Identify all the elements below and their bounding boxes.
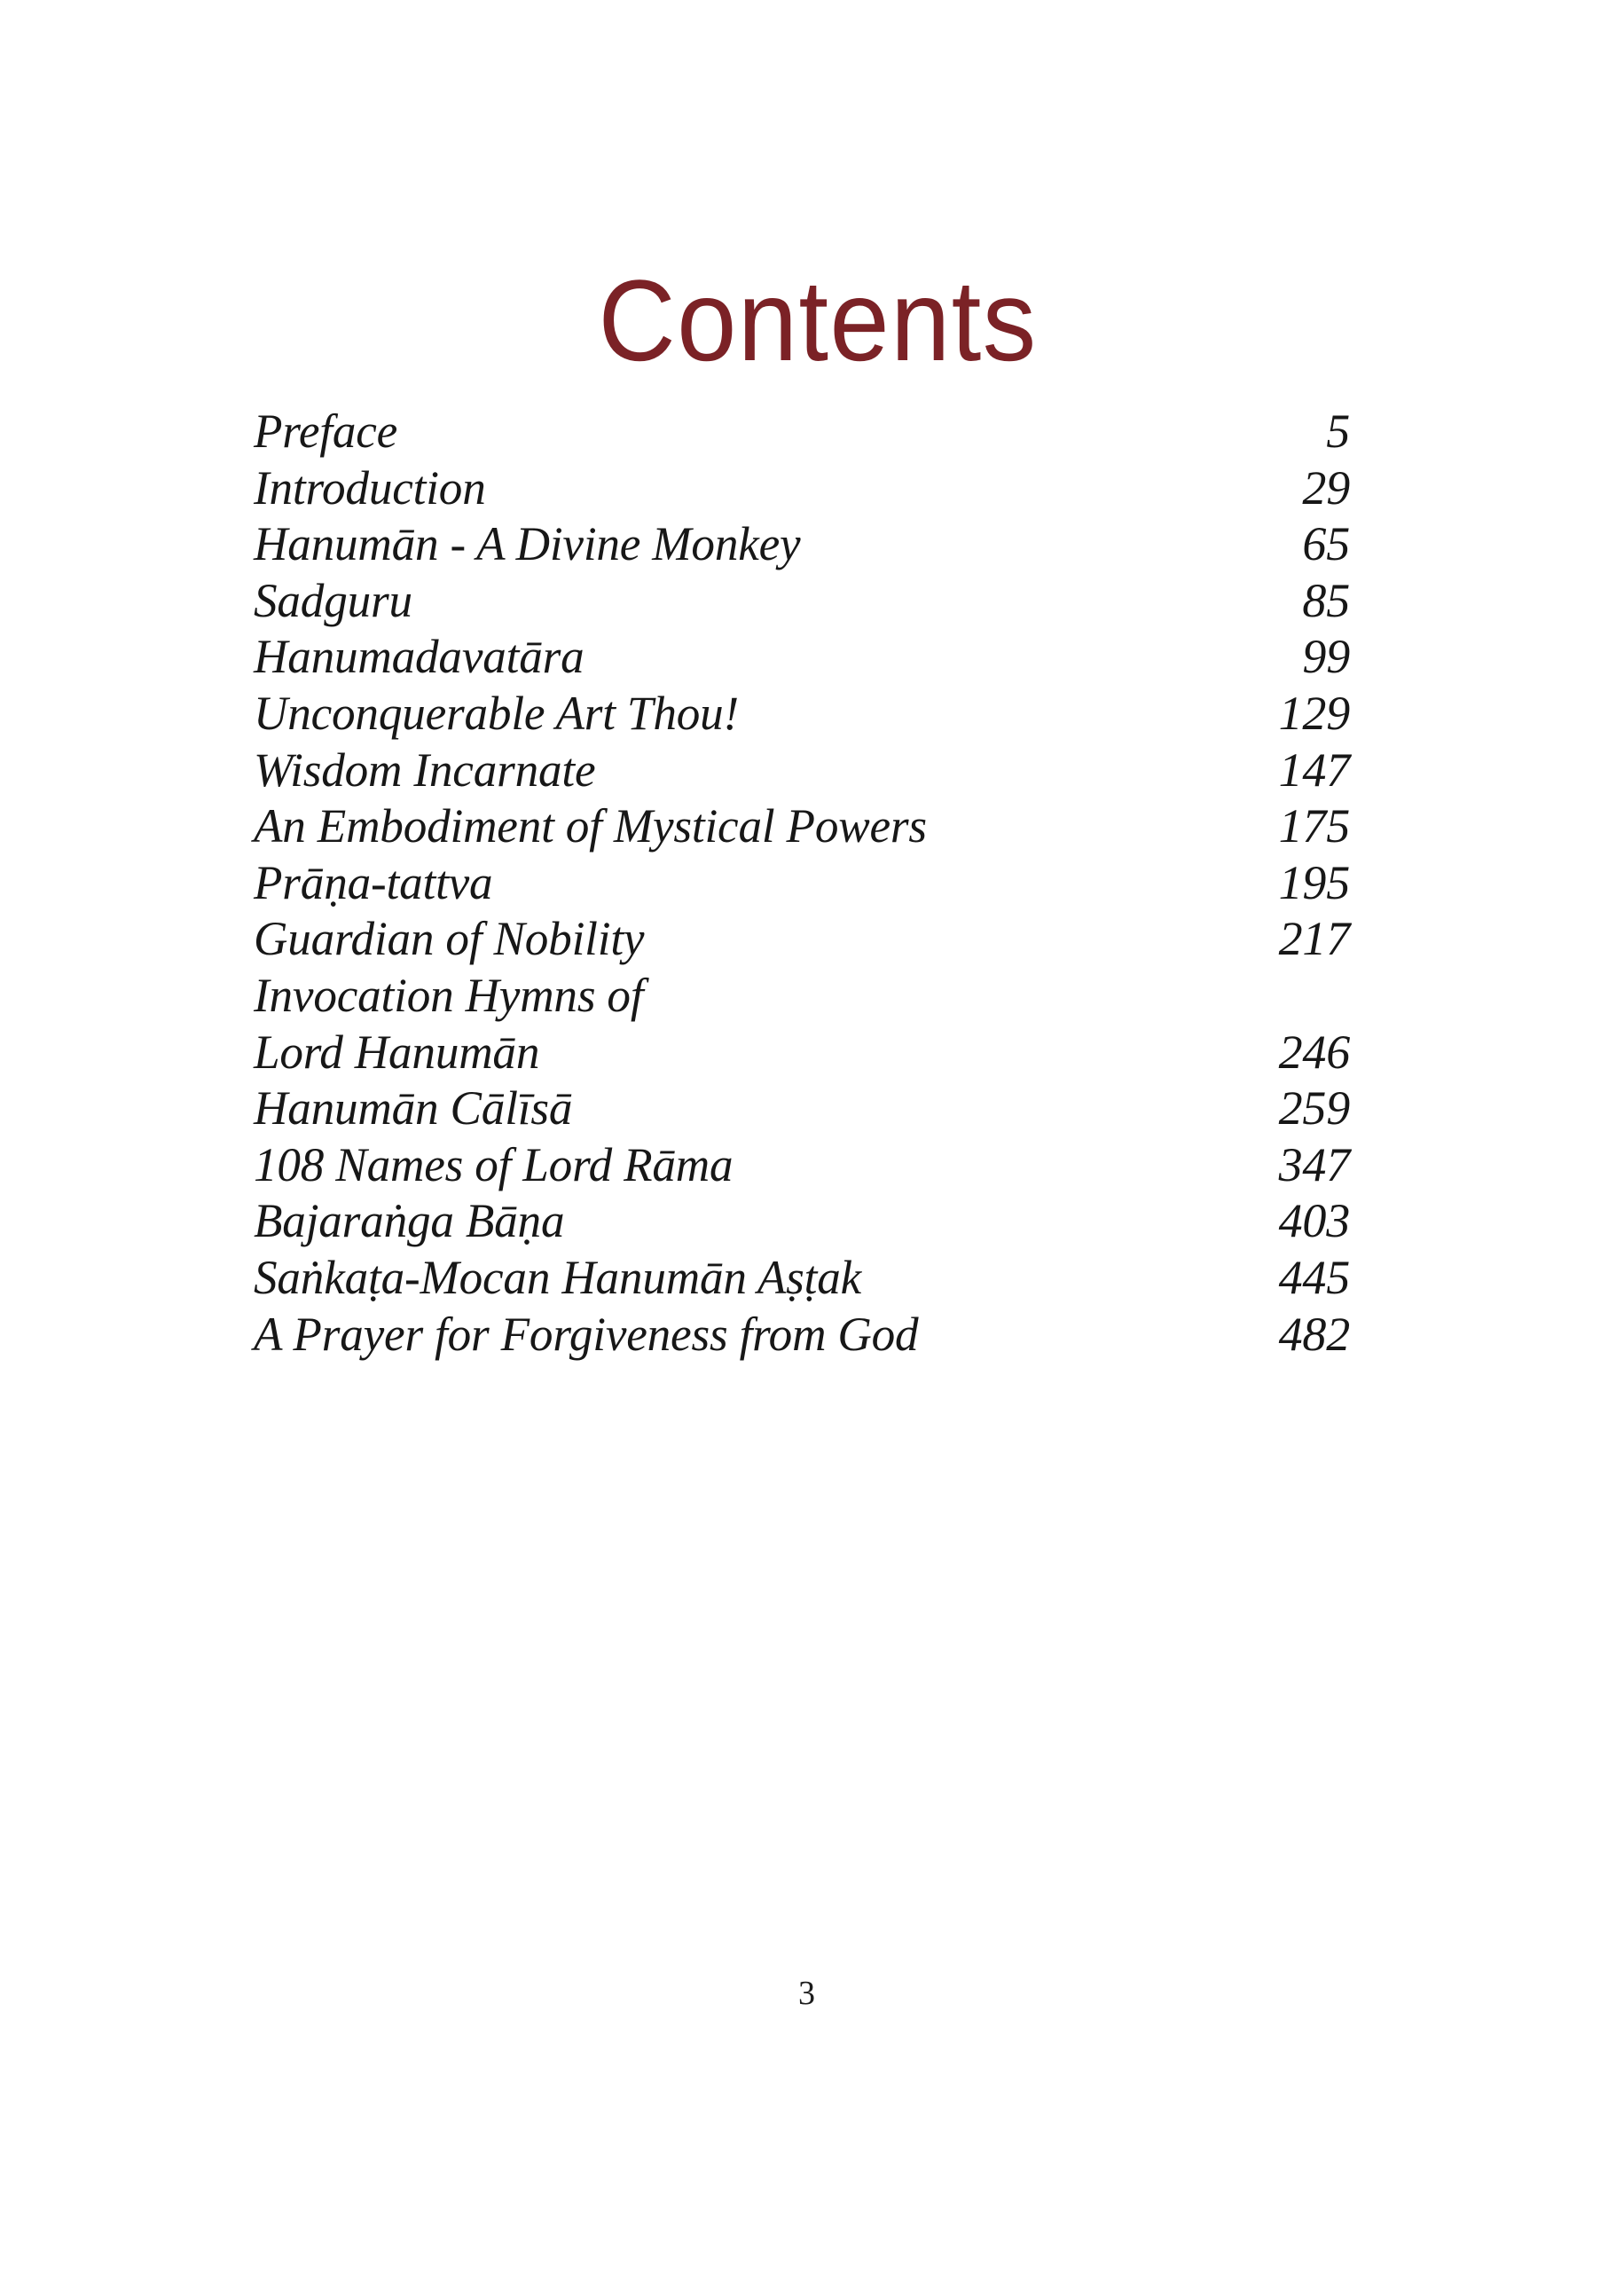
toc-entry[interactable]: [254, 516, 1350, 573]
toc-entry[interactable]: [254, 968, 1350, 1025]
toc-entry-title: Bajaraṅga Bāṇa: [254, 1194, 565, 1248]
toc-entry[interactable]: [254, 1193, 1350, 1250]
toc-entry-page-number: 147: [1278, 743, 1350, 797]
toc-entry-page-number: 99: [1302, 630, 1350, 684]
toc-entry[interactable]: [254, 743, 1350, 799]
toc-entry[interactable]: [254, 1307, 1350, 1363]
toc-entry-title: Unconquerable Art Thou!: [254, 686, 740, 740]
toc-entry-page-number: 217: [1278, 912, 1350, 966]
toc-entry-page-number: 129: [1278, 686, 1350, 740]
toc-entry-title: Introduction: [254, 460, 486, 515]
toc-entry-title: Hanumadavatāra: [254, 630, 584, 684]
toc-entry-title: Saṅkaṭa-Mocan Hanumān Aṣṭak: [254, 1250, 862, 1304]
toc-entry-title: 108 Names of Lord Rāma: [254, 1137, 734, 1191]
toc-entry-title: A Prayer for Forgiveness from God: [254, 1307, 919, 1361]
toc-entry-title: Prāṇa-tattva: [254, 855, 493, 909]
toc-entry-page-number: 403: [1278, 1194, 1350, 1248]
toc-entry[interactable]: [254, 911, 1350, 968]
toc-entry[interactable]: [254, 404, 1350, 460]
toc-entry-title: Lord Hanumān: [254, 1025, 540, 1079]
toc-entry[interactable]: [254, 686, 1350, 743]
toc-entry-title: Hanumān - A Divine Monkey: [254, 517, 801, 571]
toc-entry-page-number: 259: [1278, 1081, 1350, 1136]
toc-entry-page-number: 347: [1278, 1137, 1350, 1191]
toc-entry-title: Hanumān Cālīsā: [254, 1081, 573, 1136]
toc-entry[interactable]: [254, 1025, 1350, 1081]
toc-entry-title: Sadguru: [254, 573, 412, 627]
toc-entry-page-number: 246: [1278, 1025, 1350, 1079]
page-folio-number: 3: [798, 1975, 815, 2012]
toc-entry[interactable]: [254, 798, 1350, 855]
toc-entry[interactable]: [254, 629, 1350, 686]
page-title: Contents: [598, 255, 1038, 385]
toc-entry-page-number: 5: [1326, 405, 1350, 458]
toc-entry-title: Wisdom Incarnate: [254, 743, 596, 797]
toc-entry-page-number: 445: [1278, 1250, 1350, 1304]
toc-entry[interactable]: [254, 1250, 1350, 1307]
toc-entry-page-number: 85: [1302, 573, 1350, 627]
table-of-contents-list: [254, 404, 1350, 1363]
toc-entry-page-number: 29: [1302, 460, 1350, 515]
toc-entry[interactable]: [254, 855, 1350, 912]
toc-entry-title: Invocation Hymns of: [254, 968, 644, 1022]
toc-entry-page-number: 65: [1302, 517, 1350, 571]
toc-entry-title: Preface: [254, 405, 398, 458]
toc-entry[interactable]: [254, 1080, 1350, 1137]
toc-entry-page-number: 195: [1278, 855, 1350, 909]
toc-entry-title: Guardian of Nobility: [254, 912, 645, 966]
toc-entry-page-number: 482: [1278, 1307, 1350, 1361]
toc-entry-page-number: 175: [1278, 799, 1350, 853]
toc-entry[interactable]: [254, 460, 1350, 517]
toc-entry[interactable]: [254, 1137, 1350, 1194]
toc-entry-title: An Embodiment of Mystical Powers: [254, 799, 927, 853]
toc-entry[interactable]: [254, 573, 1350, 630]
